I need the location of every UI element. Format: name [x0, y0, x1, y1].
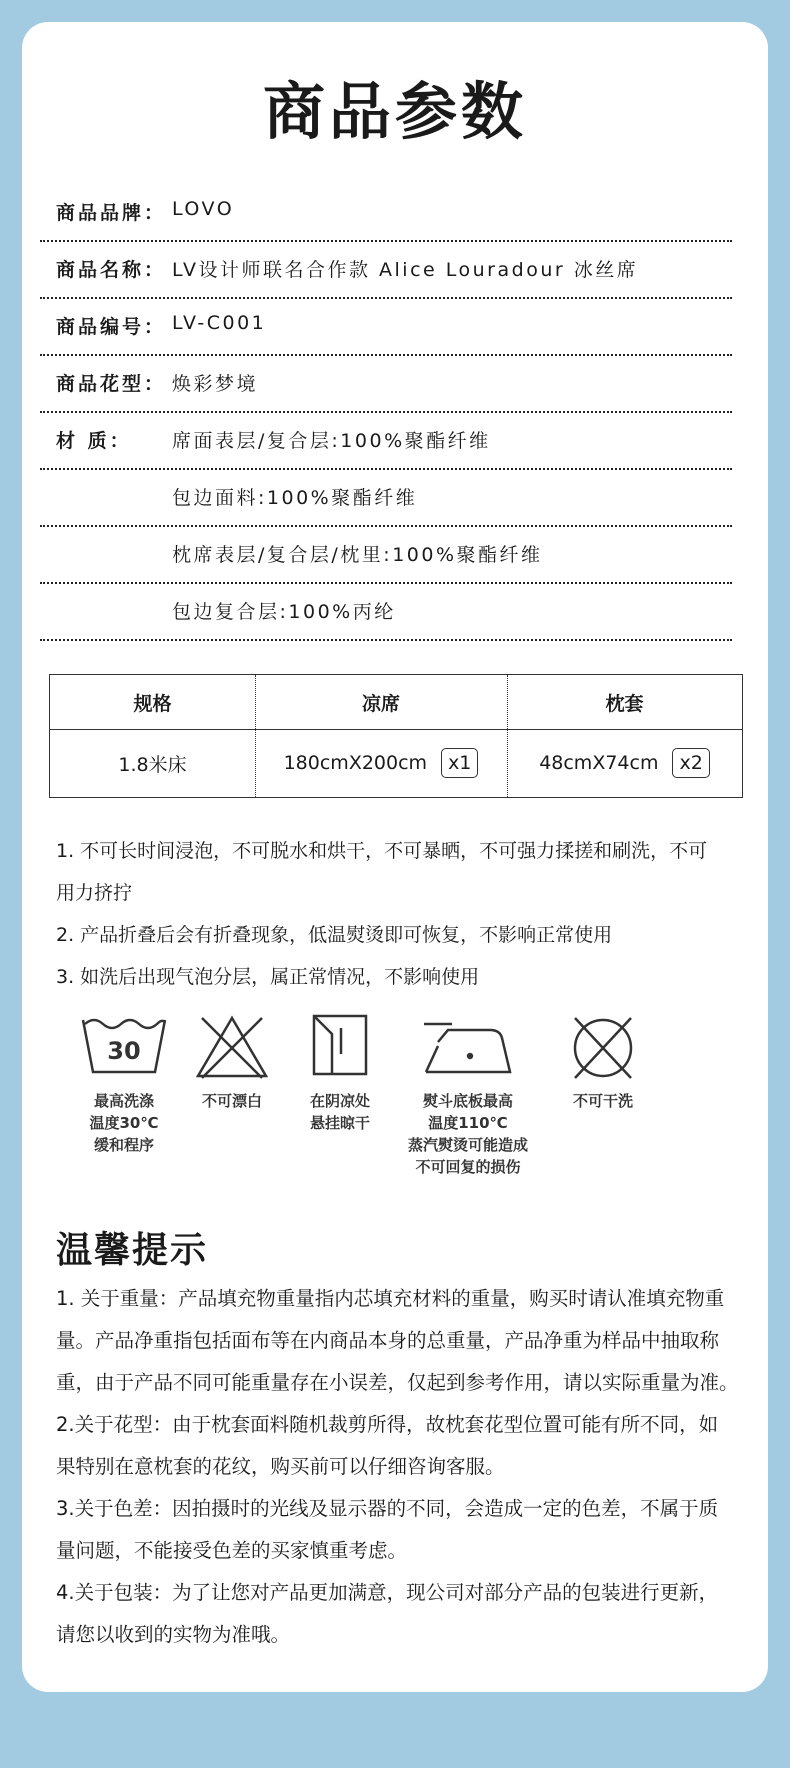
param-row-material-3 [40, 526, 732, 584]
care-iron [393, 1012, 543, 1178]
tip-line: 量问题，不能接受色差的买家慎重考虑。 [56, 1539, 408, 1562]
iron-low-temp-icon [418, 1012, 518, 1082]
no-bleach-icon [194, 1012, 270, 1082]
spec-pillow-size: 48cmX74cm [539, 752, 659, 774]
spec-mat-size: 180cmX200cm [283, 752, 428, 774]
care-text: 不可回复的损伤 [415, 1158, 521, 1176]
care-text: 不可干洗 [572, 1092, 633, 1110]
pillow-qty-badge: x2 [672, 748, 709, 778]
tip-line: 1. 关于重量：产品填充物重量指内芯填充材料的重量，购买时请认准填充物重 [56, 1287, 725, 1310]
param-value: LOVO [172, 198, 235, 220]
param-value: 席面表层/复合层:100%聚酯纤维 [172, 430, 491, 452]
param-value: LV-C001 [172, 312, 267, 334]
care-no-bleach [187, 1012, 277, 1112]
care-text: 温度110℃ [428, 1114, 508, 1132]
param-label: 商品品牌： [56, 202, 167, 224]
care-text: 熨斗底板最高 [422, 1092, 513, 1110]
care-shade-dry [295, 1012, 385, 1134]
param-row-code [40, 298, 732, 356]
wash-30-icon [79, 1012, 169, 1082]
note-line: 2. 产品折叠后会有折叠现象，低温熨烫即可恢复，不影响正常使用 [56, 924, 613, 946]
tips-title: 温馨提示 [56, 1230, 209, 1271]
param-label: 商品名称： [56, 259, 167, 281]
wash-temp-label: 30 [107, 1037, 141, 1065]
care-no-dryclean [556, 1012, 650, 1112]
param-label: 商品花型： [56, 373, 167, 395]
spec-mat-cell [255, 729, 507, 797]
column-divider [255, 675, 256, 797]
param-row-material [40, 412, 732, 470]
care-wash [64, 1012, 184, 1156]
param-label: 商品编号： [56, 316, 167, 338]
column-divider [507, 675, 508, 797]
param-row-material-4 [40, 583, 732, 641]
spec-size: 1.8米床 [118, 753, 187, 776]
param-value: 焕彩梦境 [172, 373, 259, 395]
param-row-material-2 [40, 469, 732, 527]
param-value: LV设计师联名合作款 Alice Louradour 冰丝席 [172, 259, 639, 281]
tip-line: 2.关于花型：由于枕套面料随机裁剪所得，故枕套花型位置可能有所不同，如 [56, 1413, 719, 1436]
tip-line: 果特别在意枕套的花纹，购买前可以仔细咨询客服。 [56, 1455, 505, 1478]
tip-line: 重，由于产品不同可能重量存在小误差，仅起到参考作用，请以实际重量为准。 [56, 1371, 739, 1394]
tip-line: 4.关于包装：为了让您对产品更加满意，现公司对部分产品的包装进行更新， [56, 1581, 719, 1604]
param-value: 枕席表层/复合层/枕里:100%聚酯纤维 [172, 544, 543, 566]
spec-table-header [50, 675, 742, 730]
spec-table [49, 674, 743, 798]
mat-qty-badge: x1 [441, 748, 478, 778]
param-value: 包边复合层:100%丙纶 [172, 601, 396, 623]
no-dry-clean-icon [565, 1012, 641, 1082]
header-mat: 凉席 [361, 692, 400, 715]
shade-hang-dry-icon [310, 1012, 370, 1082]
care-text: 最高洗涤 [93, 1092, 154, 1110]
param-row-brand [40, 184, 732, 242]
care-text: 悬挂晾干 [309, 1114, 370, 1132]
param-value: 包边面料:100%聚酯纤维 [172, 487, 418, 509]
care-notes [56, 830, 756, 998]
note-line: 1. 不可长时间浸泡，不可脱水和烘干，不可暴晒，不可强力揉搓和刷洗，不可 [56, 840, 708, 862]
param-label: 材 质： [56, 430, 132, 452]
care-text: 蒸汽熨烫可能造成 [407, 1136, 528, 1154]
page-title: 商品参数 [262, 75, 527, 148]
header-size: 规格 [133, 692, 172, 715]
care-text: 温度30℃ [89, 1114, 159, 1132]
header-pillowcase: 枕套 [605, 692, 644, 715]
note-line: 用力挤拧 [56, 882, 133, 904]
care-text: 不可漂白 [201, 1092, 262, 1110]
spec-table-row [50, 729, 742, 797]
care-text: 在阴凉处 [309, 1092, 370, 1110]
param-row-name [40, 241, 732, 299]
note-line: 3. 如洗后出现气泡分层，属正常情况，不影响使用 [56, 966, 480, 988]
spec-pillow-cell [507, 729, 742, 797]
tips-list [56, 1278, 762, 1656]
param-row-pattern [40, 355, 732, 413]
tip-line: 量。产品净重指包括面布等在内商品本身的总重量，产品净重为样品中抽取称 [56, 1329, 720, 1352]
care-text: 缓和程序 [93, 1136, 154, 1154]
tip-line: 请您以收到的实物为准哦。 [56, 1623, 291, 1646]
tip-line: 3.关于色差：因拍摄时的光线及显示器的不同，会造成一定的色差，不属于质 [56, 1497, 719, 1520]
